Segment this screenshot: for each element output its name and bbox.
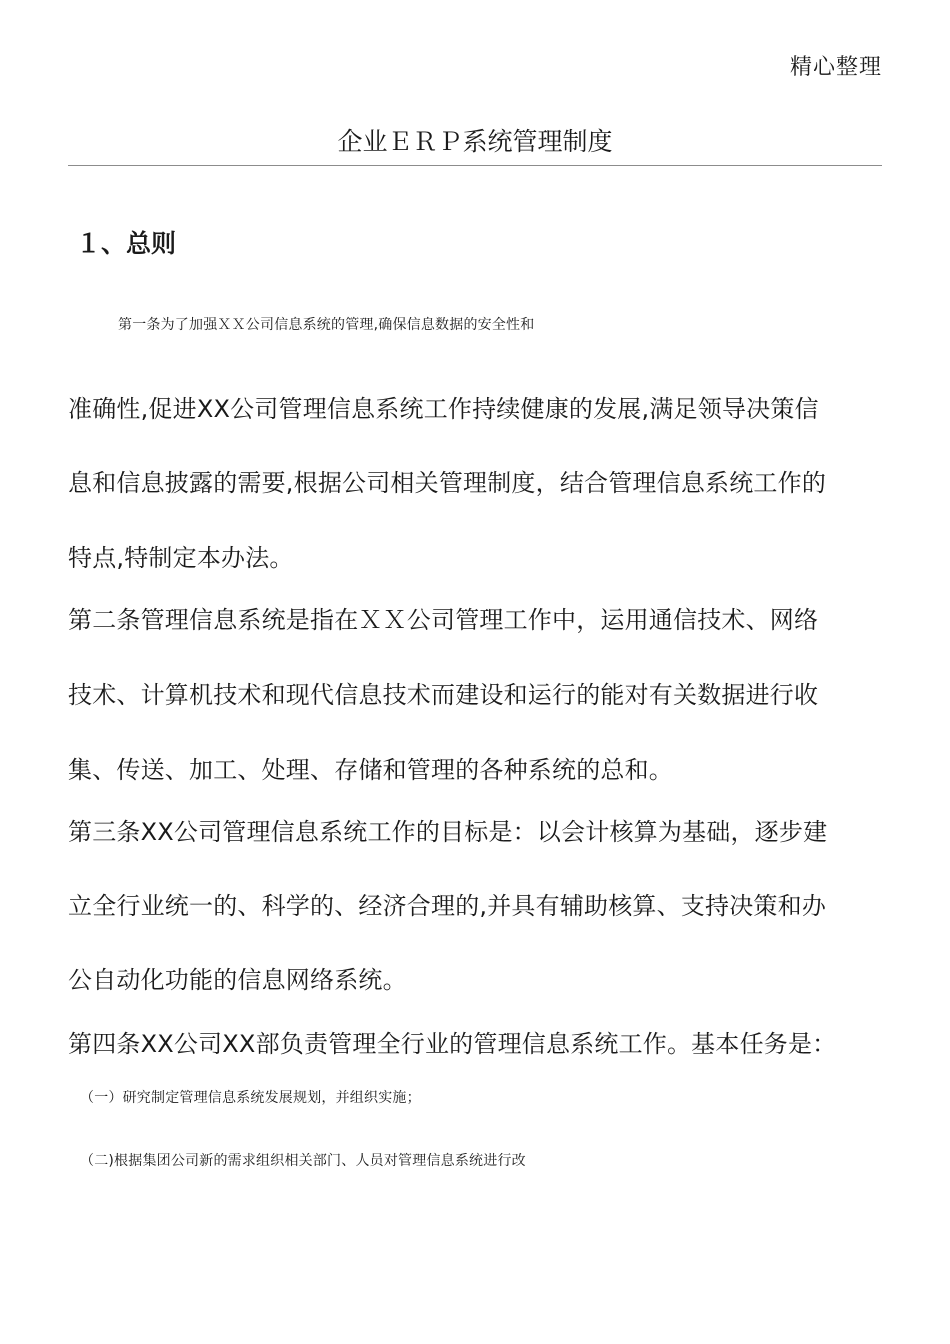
paragraph-line: 特点,特制定本办法。: [68, 544, 294, 572]
paragraph-line: 息和信息披露的需要,根据公司相关管理制度，结合管理信息系统工作的: [68, 469, 827, 497]
paragraph-line: 技术、计算机技术和现代信息技术而建设和运行的能对有关数据进行收: [68, 681, 819, 709]
paragraph-line: 公自动化功能的信息网络系统。: [68, 966, 407, 994]
paragraph-line: 准确性,促进XX公司管理信息系统工作持续健康的发展,满足领导决策信: [68, 395, 819, 423]
paragraph-line: 第一条为了加强ＸＸ公司信息系统的管理,确保信息数据的安全性和: [118, 317, 535, 333]
list-item: （二)根据集团公司新的需求组织相关部门、人员对管理信息系统进行改: [80, 1153, 526, 1169]
section-heading: １、总则: [76, 229, 177, 258]
paragraph-line: 第四条XX公司XX部负责管理全行业的管理信息系统工作。基本任务是：: [68, 1030, 837, 1058]
document-title: 企业ＥＲＰ系统管理制度: [337, 127, 613, 156]
paragraph-line: 第二条管理信息系统是指在ＸＸ公司管理工作中，运用通信技术、网络: [68, 606, 819, 634]
paragraph-line: 集、传送、加工、处理、存储和管理的各种系统的总和。: [68, 756, 673, 784]
paragraph-line: 第三条XX公司管理信息系统工作的目标是：以会计核算为基础，逐步建: [68, 818, 828, 846]
list-item: （一）研究制定管理信息系统发展规划，并组织实施；: [80, 1090, 421, 1106]
title-divider: [68, 165, 882, 166]
header-note: 精心整理: [789, 55, 882, 80]
paragraph-line: 立全行业统一的、科学的、经济合理的,并具有辅助核算、支持决策和办: [68, 892, 827, 920]
